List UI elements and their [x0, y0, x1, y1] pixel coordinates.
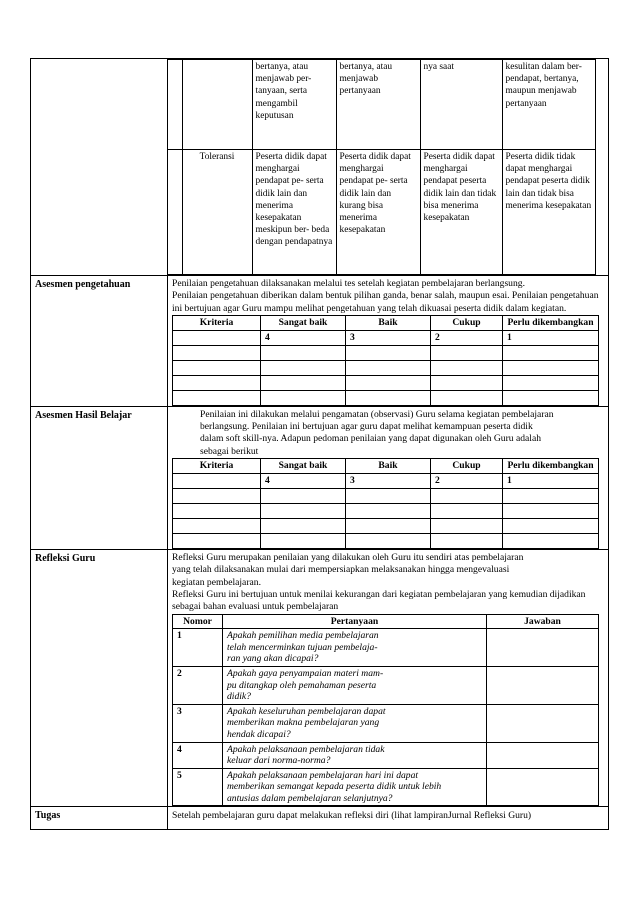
reflection-row — [173, 768, 599, 806]
criteria-score-row — [173, 330, 599, 345]
question-text: Apakah gaya penyampaian materi mam- pu ditangkap oleh pemahaman peserta didik? — [223, 666, 487, 704]
criteria-header-row — [173, 315, 599, 330]
rubric-cell — [182, 60, 252, 150]
question-text: Apakah pelaksanaan pembelajaran hari ini dapat memberikan semangat kepada peserta didik untuk lebih antusias dalam pembelajaran selanjutnya? — [223, 768, 487, 806]
empty-cell — [431, 489, 503, 504]
empty-cell — [261, 375, 346, 390]
empty-cell — [261, 519, 346, 534]
section-label: Asesmen Hasil Belajar — [31, 406, 168, 549]
empty-cell — [503, 534, 599, 549]
empty-cell — [431, 360, 503, 375]
question-text: Apakah keseluruhan pembelajaran dapat memberikan makna pembelajaran yang hendak dicapai? — [223, 704, 487, 742]
answer-cell — [487, 768, 599, 806]
reflection-table — [172, 614, 599, 807]
score-cell: 1 — [503, 330, 599, 345]
empty-cell — [173, 390, 261, 405]
empty-cell — [503, 375, 599, 390]
answer-cell — [487, 629, 599, 667]
section-label: Refleksi Guru — [31, 550, 168, 807]
score-cell: 1 — [503, 474, 599, 489]
criteria-empty-row — [173, 519, 599, 534]
reflection-row — [173, 704, 599, 742]
criteria-header: Cukup — [431, 315, 503, 330]
criteria-header: Baik — [346, 315, 431, 330]
rubric-table — [168, 59, 596, 275]
score-cell — [173, 330, 261, 345]
rubric-cell: nya saat — [420, 60, 502, 150]
question-number: 3 — [173, 704, 223, 742]
criteria-empty-row — [173, 390, 599, 405]
criteria-empty-row — [173, 534, 599, 549]
rubric-cell: kesulitan dalam ber- pendapat, bertanya, maupun menjawab pertanyaan — [502, 60, 595, 150]
criteria-empty-row — [173, 375, 599, 390]
criteria-header: Cukup — [431, 459, 503, 474]
criteria-empty-row — [173, 345, 599, 360]
empty-cell — [173, 534, 261, 549]
criteria-header: Perlu dikembangkan — [503, 315, 599, 330]
reflection-row — [173, 629, 599, 667]
question-text: Apakah pemilihan media pembelajaran telah mencerminkan tujuan pembelaja- ran yang akan dicapai? — [223, 629, 487, 667]
empty-cell — [431, 390, 503, 405]
rubric-cell: bertanya, atau menjawab per- tanyaan, serta mengambil keputusan — [252, 60, 336, 150]
score-cell: 4 — [261, 474, 346, 489]
empty-cell — [346, 489, 431, 504]
asesmen-pengetahuan-row — [31, 276, 609, 407]
score-cell: 3 — [346, 330, 431, 345]
empty-cell — [173, 360, 261, 375]
document-page — [30, 58, 608, 830]
section-text: Setelah pembelajaran guru dapat melakukan refleksi diri (lihat lampiranJurnal Refleksi Guru) — [168, 807, 609, 830]
score-cell: 3 — [346, 474, 431, 489]
criteria-header: Kriteria — [173, 315, 261, 330]
empty-cell — [346, 390, 431, 405]
criteria-header: Sangat baik — [261, 459, 346, 474]
section-label: Asesmen pengetahuan — [31, 276, 168, 407]
empty-cell — [503, 504, 599, 519]
question-number: 1 — [173, 629, 223, 667]
criteria-empty-row — [173, 360, 599, 375]
reflection-row — [173, 742, 599, 768]
score-cell — [173, 474, 261, 489]
rpp-table — [30, 58, 609, 830]
empty-cell — [261, 504, 346, 519]
section-text: Penilaian pengetahuan diberikan dalam bentuk pilihan ganda, benar salah, maupun esai. Penilaian pengetahuan ini bertujuan agar Guru mampu melihat pengetahuan yang telah dikuasai peserta didik dalam kegiatan. — [172, 290, 599, 314]
empty-cell — [173, 345, 261, 360]
reflection-row — [173, 666, 599, 704]
empty-cell — [346, 504, 431, 519]
question-number: 4 — [173, 742, 223, 768]
section-text: Refleksi Guru ini bertujuan untuk menilai kekurangan dari kegiatan pembelajaran yang kemudian dijadikan sebagai bahan evaluasi untuk pembelajaran — [172, 588, 586, 613]
question-number: 2 — [173, 666, 223, 704]
answer-cell — [487, 666, 599, 704]
rubric-criterion: Toleransi — [182, 150, 252, 275]
empty-cell — [346, 534, 431, 549]
criteria-header: Perlu dikembangkan — [503, 459, 599, 474]
empty-cell — [346, 345, 431, 360]
criteria-header-row — [173, 459, 599, 474]
empty-cell — [503, 345, 599, 360]
empty-cell — [431, 345, 503, 360]
empty-cell — [173, 489, 261, 504]
empty-cell — [503, 489, 599, 504]
score-cell: 4 — [261, 330, 346, 345]
reflection-header: Nomor — [173, 614, 223, 629]
answer-cell — [487, 704, 599, 742]
empty-cell — [261, 345, 346, 360]
rubric-row — [168, 60, 595, 150]
rubric-cell: Peserta didik dapat menghargai pendapat pe- serta didik lain dan menerima kesepakatan meskipun ber- beda dengan pendapatnya — [252, 150, 336, 275]
empty-cell — [173, 519, 261, 534]
criteria-header: Sangat baik — [261, 315, 346, 330]
rubric-row — [168, 150, 595, 275]
empty-cell — [346, 360, 431, 375]
empty-cell — [431, 504, 503, 519]
empty-cell — [431, 519, 503, 534]
empty-cell — [346, 519, 431, 534]
rubric-cell: Peserta didik dapat menghargai pendapat pe- serta didik lain dan kurang bisa menerima kesepakatan — [336, 150, 420, 275]
score-cell: 2 — [431, 474, 503, 489]
section-label: Tugas — [31, 807, 168, 830]
section-text: Refleksi Guru merupakan penilaian yang dilakukan oleh Guru itu sendiri atas pembelajaran yang telah dilaksanakan mulai dari mempersiapkan melaksanakan hingga mengevaluasi kegiatan pembelajaran. — [172, 552, 524, 588]
empty-cell — [173, 504, 261, 519]
tugas-row — [31, 807, 609, 830]
reflection-header: Pertanyaan — [223, 614, 487, 629]
empty-cell — [261, 360, 346, 375]
empty-cell — [431, 534, 503, 549]
empty-cell — [261, 390, 346, 405]
section-text: Penilaian pengetahuan dilaksanakan melalui tes setelah kegiatan pembelajaran berlangsung. — [172, 278, 525, 289]
criteria-table — [172, 315, 599, 406]
empty-cell — [261, 534, 346, 549]
empty-cell — [261, 489, 346, 504]
criteria-empty-row — [173, 504, 599, 519]
empty-cell — [173, 375, 261, 390]
rubric-cell: bertanya, atau menjawab pertanyaan — [336, 60, 420, 150]
rubric-cell: Peserta didik tidak dapat menghargai pendapat peserta didik lain dan tidak bisa menerima kesepakatan — [502, 150, 595, 275]
criteria-table — [172, 458, 599, 549]
criteria-empty-row — [173, 489, 599, 504]
question-number: 5 — [173, 768, 223, 806]
criteria-header: Kriteria — [173, 459, 261, 474]
reflection-header: Jawaban — [487, 614, 599, 629]
empty-cell — [431, 375, 503, 390]
answer-cell — [487, 742, 599, 768]
score-cell: 2 — [431, 330, 503, 345]
rubric-continuation-row — [31, 59, 609, 276]
empty-cell — [503, 360, 599, 375]
empty-cell — [346, 375, 431, 390]
empty-cell — [503, 390, 599, 405]
reflection-header-row — [173, 614, 599, 629]
section-text: Penilaian ini dilakukan melalui pengamatan (observasi) Guru selama kegiatan pembelajaran berlangsung. Penilaian ini bertujuan agar guru dapat melihat kemampuan peserta didik dalam soft skill-nya. Adapun pedoman penilaian yang dapat digunakan oleh Guru adalah sebagai berikut — [200, 408, 554, 457]
refleksi-row — [31, 550, 609, 807]
criteria-score-row — [173, 474, 599, 489]
question-text: Apakah pelaksanaan pembelajaran tidak keluar dari norma-norma? — [223, 742, 487, 768]
criteria-header: Baik — [346, 459, 431, 474]
asesmen-hasil-row — [31, 406, 609, 549]
rubric-cell: Peserta didik dapat menghargai pendapat peserta didik lain dan tidak bisa menerima kesepakatan — [420, 150, 502, 275]
empty-cell — [503, 519, 599, 534]
